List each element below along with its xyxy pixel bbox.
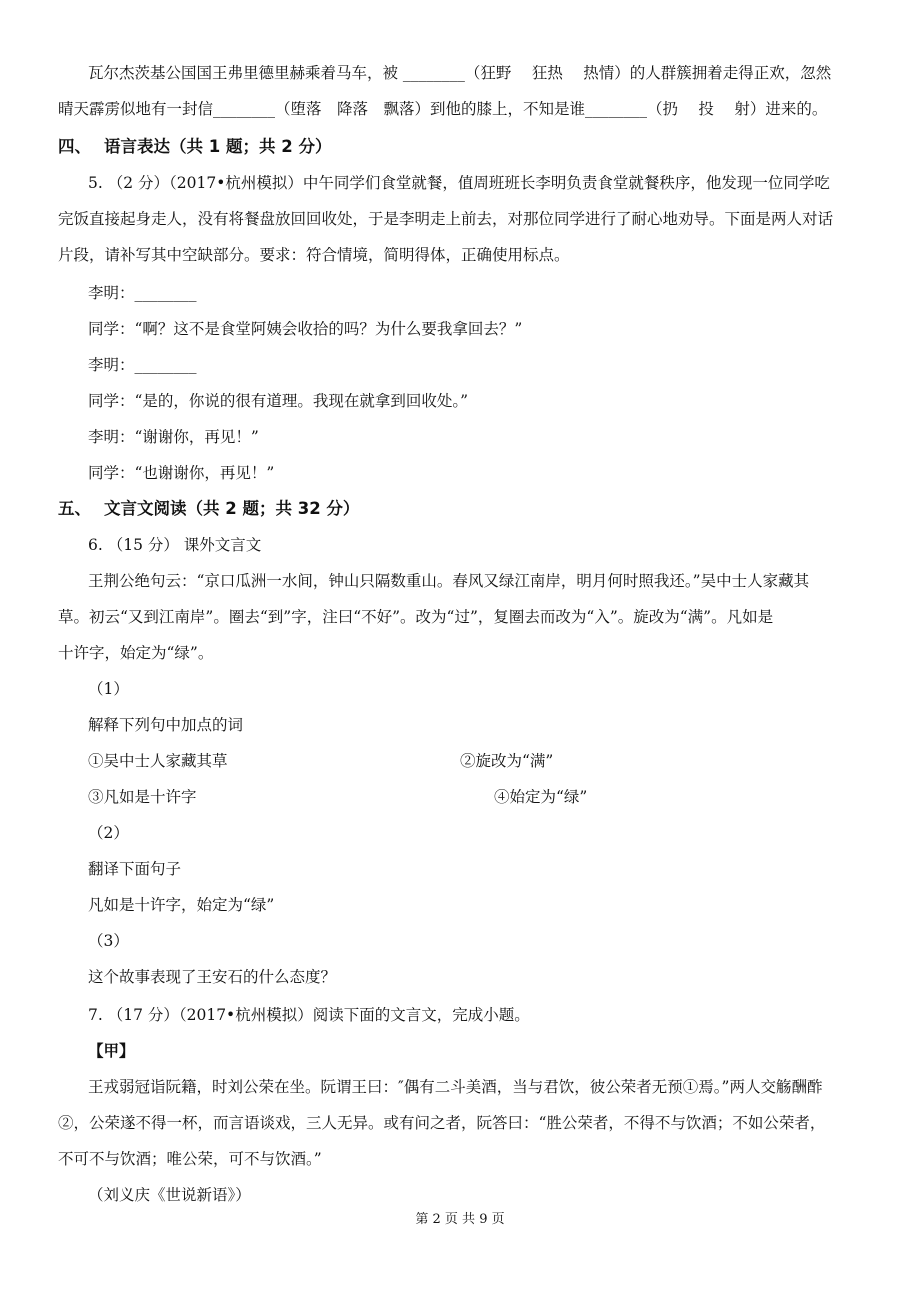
section-4-number: 四、 <box>58 137 91 156</box>
q5-line-2: 完饭直接起身走人，没有将餐盘放回回收处，于是李明走上前去，对那位同学进行了耐心地劝导。下面是两人对话 <box>58 210 834 228</box>
intro-line-1: 瓦尔杰茨基公国国王弗里德里赫乘着马车，被 ________（狂野 狂热 热情）的人群簇拥着走得正欢，忽然 <box>88 64 832 82</box>
dialog-line: 李明：“谢谢你，再见！” <box>88 428 259 446</box>
q6-text-3: 十许字，始定为“绿”。 <box>58 644 214 662</box>
page-footer: 第 2 页 共 9 页 <box>415 1212 505 1227</box>
q6-text-1: 王荆公绝句云：“京口瓜洲一水间，钟山只隔数重山。春风又绿江南岸，明月何时照我还。”吴中士人家藏其 <box>88 572 810 590</box>
q6-sub2-prompt: 翻译下面句子 <box>88 860 182 878</box>
q6-item-1: ①吴中士人家藏其草 <box>88 752 228 770</box>
q7-source: （刘义庆《世说新语》） <box>88 1186 251 1204</box>
q6-item-2: ②旋改为“满” <box>460 752 554 770</box>
dialog-line: 李明：________ <box>88 284 197 302</box>
q5-line-1: 5. （2 分）（2017•杭州模拟）中午同学们食堂就餐，值周班班长李明负责食堂就餐秩序，他发现一位同学吃 <box>88 174 830 192</box>
q6-sub1-label: （1） <box>88 680 129 698</box>
dialog-line: 李明：________ <box>88 356 197 374</box>
dialog-line: 同学：“啊？这不是食堂阿姨会收拾的吗？为什么要我拿回去？” <box>88 320 523 338</box>
section-5-heading <box>58 498 359 520</box>
dialog-line: 同学：“也谢谢你，再见！” <box>88 464 275 482</box>
q5-line-3: 片段，请补写其中空缺部分。要求：符合情境，简明得体，正确使用标点。 <box>58 246 570 264</box>
q6-text-2: 草。初云“又到江南岸”。圈去“到”字，注曰“不好”。改为“过”，复圈去而改为“入”。旋改为“满”。凡如是 <box>58 608 774 626</box>
q6-sub2-sentence: 凡如是十许字，始定为“绿” <box>88 896 275 914</box>
intro-line-2: 晴天霹雳似地有一封信________（堕落 降落 飘落）到他的膝上，不知是谁________（扔 投 射）进来的。 <box>58 100 828 118</box>
section-5-title: 文言文阅读（共 2 题；共 32 分） <box>104 499 360 518</box>
q7-jia-label: 【甲】 <box>88 1041 135 1060</box>
section-5-number: 五、 <box>58 499 91 518</box>
q6-item-4: ④始定为“绿” <box>494 788 588 806</box>
section-4-heading <box>58 136 331 158</box>
q7-text-1: 王戎弱冠诣阮籍，时刘公荣在坐。阮谓王曰：″偶有二斗美酒，当与君饮，彼公荣者无预①焉。”两人交觞酬酢 <box>88 1078 823 1096</box>
q6-sub3-label: （3） <box>88 932 129 950</box>
q6-item-3: ③凡如是十许字 <box>88 788 197 806</box>
section-4-title: 语言表达（共 1 题；共 2 分） <box>104 137 332 156</box>
q6-sub1-prompt: 解释下列句中加点的词 <box>88 716 244 734</box>
q7-text-3: 不可不与饮酒；唯公荣，可不与饮酒。” <box>58 1150 322 1168</box>
dialog-line: 同学：“是的，你说的很有道理。我现在就拿到回收处。” <box>88 392 469 410</box>
q6-sub3-prompt: 这个故事表现了王安石的什么态度？ <box>88 968 337 986</box>
q7-header: 7. （17 分）（2017•杭州模拟）阅读下面的文言文，完成小题。 <box>88 1006 530 1024</box>
q6-header: 6. （15 分） 课外文言文 <box>88 536 262 554</box>
q6-sub2-label: （2） <box>88 824 129 842</box>
q7-text-2: ②，公荣遂不得一杯，而言语谈戏，三人无异。或有问之者，阮答曰：“胜公荣者，不得不与饮酒；不如公荣者， <box>58 1114 826 1132</box>
